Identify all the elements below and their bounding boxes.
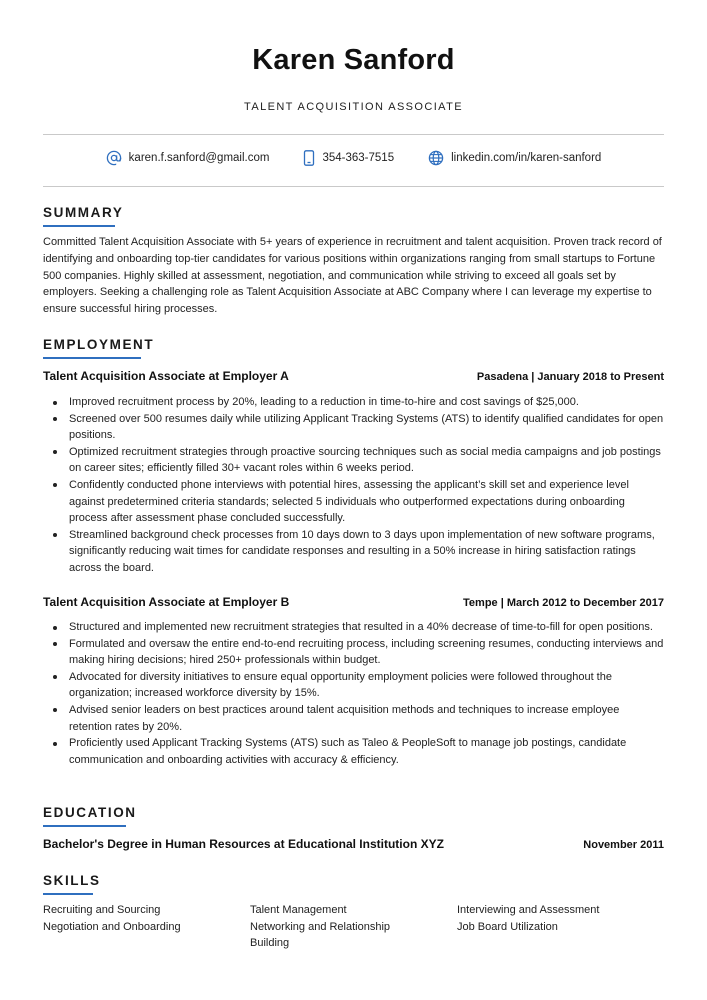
globe-icon <box>428 150 444 166</box>
skill-item: Interviewing and Assessment <box>457 904 600 916</box>
skill-item: Networking and Relationship Building <box>250 920 391 950</box>
job-title-b: Talent Acquisition Associate at Employer B <box>43 595 290 609</box>
skill-item: Negotiation and Onboarding <box>43 920 181 933</box>
phone-text: 354-363-7515 <box>322 152 395 164</box>
skills-column-1 <box>43 902 250 952</box>
education-entry <box>43 837 664 851</box>
skills-underline <box>43 893 93 895</box>
email-text: karen.f.sanford@gmail.com <box>128 152 270 164</box>
job-bullets-a <box>43 394 664 577</box>
list-item: Streamlined background check processes from 10 days down to 3 days upon implementation of new software programs, significantly reducing wait times for candidate responses and resulting in a 50% increase in hiring satisfaction ratings across the board. <box>43 527 664 577</box>
list-item: Structured and implemented new recruitment strategies that resulted in a 40% decrease of time-to-fill for open positions. <box>43 619 664 636</box>
job-title-heading: TALENT ACQUISITION ASSOCIATE <box>244 101 463 113</box>
job-bullets-b <box>43 619 664 768</box>
contact-email[interactable] <box>106 150 270 166</box>
list-item: Screened over 500 resumes daily while utilizing Applicant Tracking Systems (ATS) to identify qualified candidates for open positions. <box>43 411 664 444</box>
skill-item: Job Board Utilization <box>457 920 558 933</box>
linkedin-text: linkedin.com/in/karen-sanford <box>451 152 602 164</box>
header-divider-bottom <box>43 186 664 187</box>
summary-text: Committed Talent Acquisition Associate with 5+ years of experience in recruitment and talent acquisition. Proven track record of identifying and onboarding top-tier candidates for various positions within organizations ranging from small startups to Fortune 500 companies. Highly skilled at assessment, negotiation, and communication while striving to exceed all goals set by employers. Seeking a challenging role as Talent Acquisition Associate at ABC Company where I can leverage my expertise to ensure successful hiring processes. <box>43 236 662 316</box>
skills-grid <box>43 902 664 952</box>
list-item: Proficiently used Applicant Tracking Systems (ATS) such as Taleo & PeopleSoft to manage job postings, candidate communication and onboarding activities with accuracy & efficiency. <box>43 735 664 768</box>
job-header-a <box>43 369 664 383</box>
education-underline <box>43 825 126 827</box>
job-meta-b: Tempe | March 2012 to December 2017 <box>463 597 664 609</box>
list-item: Confidently conducted phone interviews with potential hires, assessing the applicant’s skill set and experience level against predetermined criteria standards; selected 5 individuals who outperformed expectations during onboarding process after assessment phase concluded successfully. <box>43 477 664 527</box>
contact-phone[interactable] <box>303 150 394 166</box>
list-item: Optimized recruitment strategies through proactive sourcing techniques such as social media campaigns and job postings on career sites; efficiently filled 30+ vacant roles within 6 weeks period. <box>43 444 664 477</box>
skill-item: Recruiting and Sourcing <box>43 904 161 916</box>
education-heading: EDUCATION <box>43 805 137 820</box>
summary-heading: SUMMARY <box>43 205 124 220</box>
skills-heading: SKILLS <box>43 873 101 888</box>
employment-heading: EMPLOYMENT <box>43 337 155 352</box>
header-divider-top <box>43 134 664 135</box>
at-sign-icon <box>106 150 122 166</box>
contact-bar <box>43 150 664 166</box>
skills-column-2 <box>250 902 457 952</box>
degree-text: Bachelor's Degree in Human Resources at Educational Institution XYZ <box>43 837 444 851</box>
education-date: November 2011 <box>583 839 664 851</box>
phone-icon <box>303 150 315 166</box>
list-item: Advised senior leaders on best practices around talent acquisition methods and techniques to increase employee retention rates by 20%. <box>43 702 664 735</box>
job-title-a: Talent Acquisition Associate at Employer A <box>43 369 289 383</box>
list-item: Formulated and oversaw the entire end-to-end recruiting process, including screening resumes, conducting interviews and making hiring decisions; hired 250+ professionals within budget. <box>43 636 664 669</box>
skill-item: Talent Management <box>250 904 347 916</box>
employment-underline <box>43 357 141 359</box>
summary-underline <box>43 225 115 227</box>
contact-linkedin[interactable] <box>428 150 601 166</box>
candidate-name: Karen Sanford <box>252 44 455 76</box>
skills-column-3 <box>457 902 664 952</box>
list-item: Advocated for diversity initiatives to ensure equal opportunity employment policies were followed throughout the organization; increased workforce diversity by 15%. <box>43 669 664 702</box>
list-item: Improved recruitment process by 20%, leading to a reduction in time-to-hire and cost savings of $25,000. <box>43 394 664 411</box>
job-header-b <box>43 595 664 609</box>
job-meta-a: Pasadena | January 2018 to Present <box>476 371 664 383</box>
